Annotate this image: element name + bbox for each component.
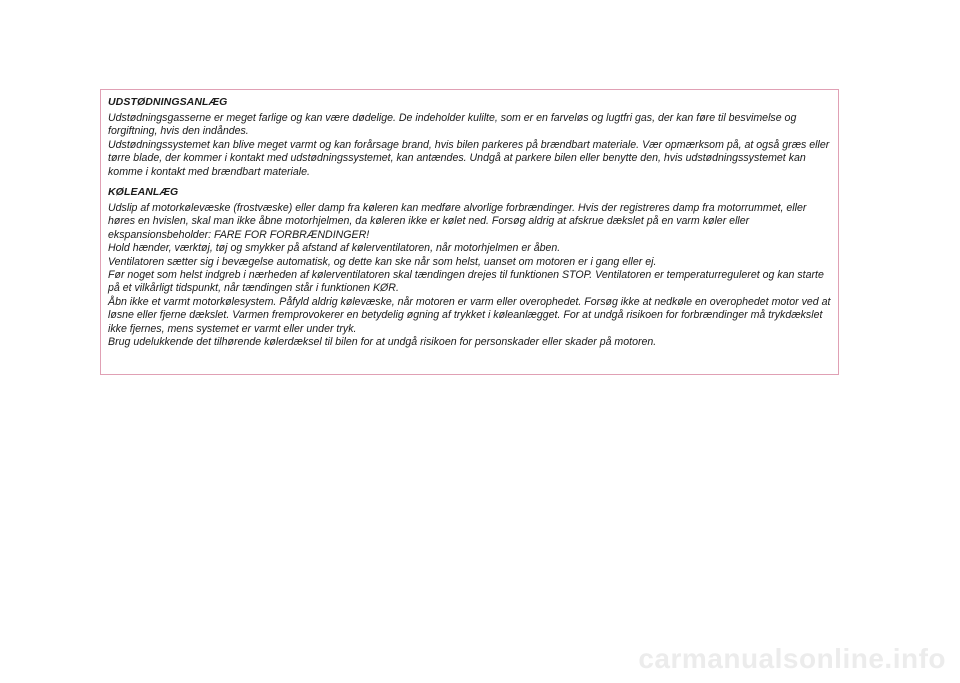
watermark: carmanualsonline.info — [638, 643, 946, 674]
cooling-paragraph-6: Brug udelukkende det tilhørende kølerdæksel til bilen for at undgå risikoen for personskader eller skader på motoren. — [108, 336, 657, 349]
warning-box — [100, 89, 839, 375]
exhaust-paragraph-1: Udstødningsgasserne er meget farlige og kan være dødelige. De indeholder kulilte, som er en farveløs og lugtfri gas, der kan føre til besvimelse og forgiftning, hvis den indåndes. — [108, 112, 797, 138]
cooling-paragraph-3: Ventilatoren sætter sig i bevægelse automatisk, og dette kan ske når som helst, uanset om motoren er i gang eller ej. — [108, 255, 657, 268]
cooling-paragraph-2: Hold hænder, værktøj, tøj og smykker på afstand af kølerventilatoren, når motorhjelmen er åben. — [108, 242, 561, 255]
section-heading-cooling: KØLEANLÆG — [108, 186, 179, 199]
cooling-paragraph-5: Åbn ikke et varmt motorkølesystem. Påfyld aldrig kølevæske, når motoren er varm eller overophedet. Forsøg ikke at nedkøle en overophedet motor ved at løsne eller fjerne dækslet. Varmen fremprovokerer en betydelig øgning af trykket i køleanlægget. For at undgå risikoen for forbrændinger må trykdækslet ikke fjernes, mens systemet er varmt eller under tryk. — [108, 295, 831, 335]
section-heading-exhaust: UDSTØDNINGSANLÆG — [108, 96, 228, 108]
exhaust-paragraph-2: Udstødningssystemet kan blive meget varmt og kan forårsage brand, hvis bilen parkeres på brændbart materiale. Vær opmærksom på, at også græs eller tørre blade, der kommer i kontakt med udstødningssystemet, kan antændes. Undgå at parkere bilen eller benytte den, hvis udstødningssystemet kan komme i kontakt med brændbart materiale. — [108, 138, 830, 178]
cooling-paragraph-4: Før noget som helst indgreb i nærheden af kølerventilatoren skal tændingen drejes til funktionen STOP. Ventilatoren er temperaturreguleret og kan starte på et vilkårligt tidspunkt, når tændingen står i funktionen KØR. — [108, 269, 824, 295]
cooling-paragraph-1: Udslip af motorkølevæske (frostvæske) eller damp fra køleren kan medføre alvorlige forbrændinger. Hvis der registreres damp fra motorrummet, eller høres en hvislen, skal man ikke åbne motorhjelmen, da køleren ikke er kølet ned. Forsøg aldrig at afskrue dækslet på en varm køler eller ekspansionsbeholder: FARE FOR FORBRÆNDINGER! — [108, 202, 807, 241]
